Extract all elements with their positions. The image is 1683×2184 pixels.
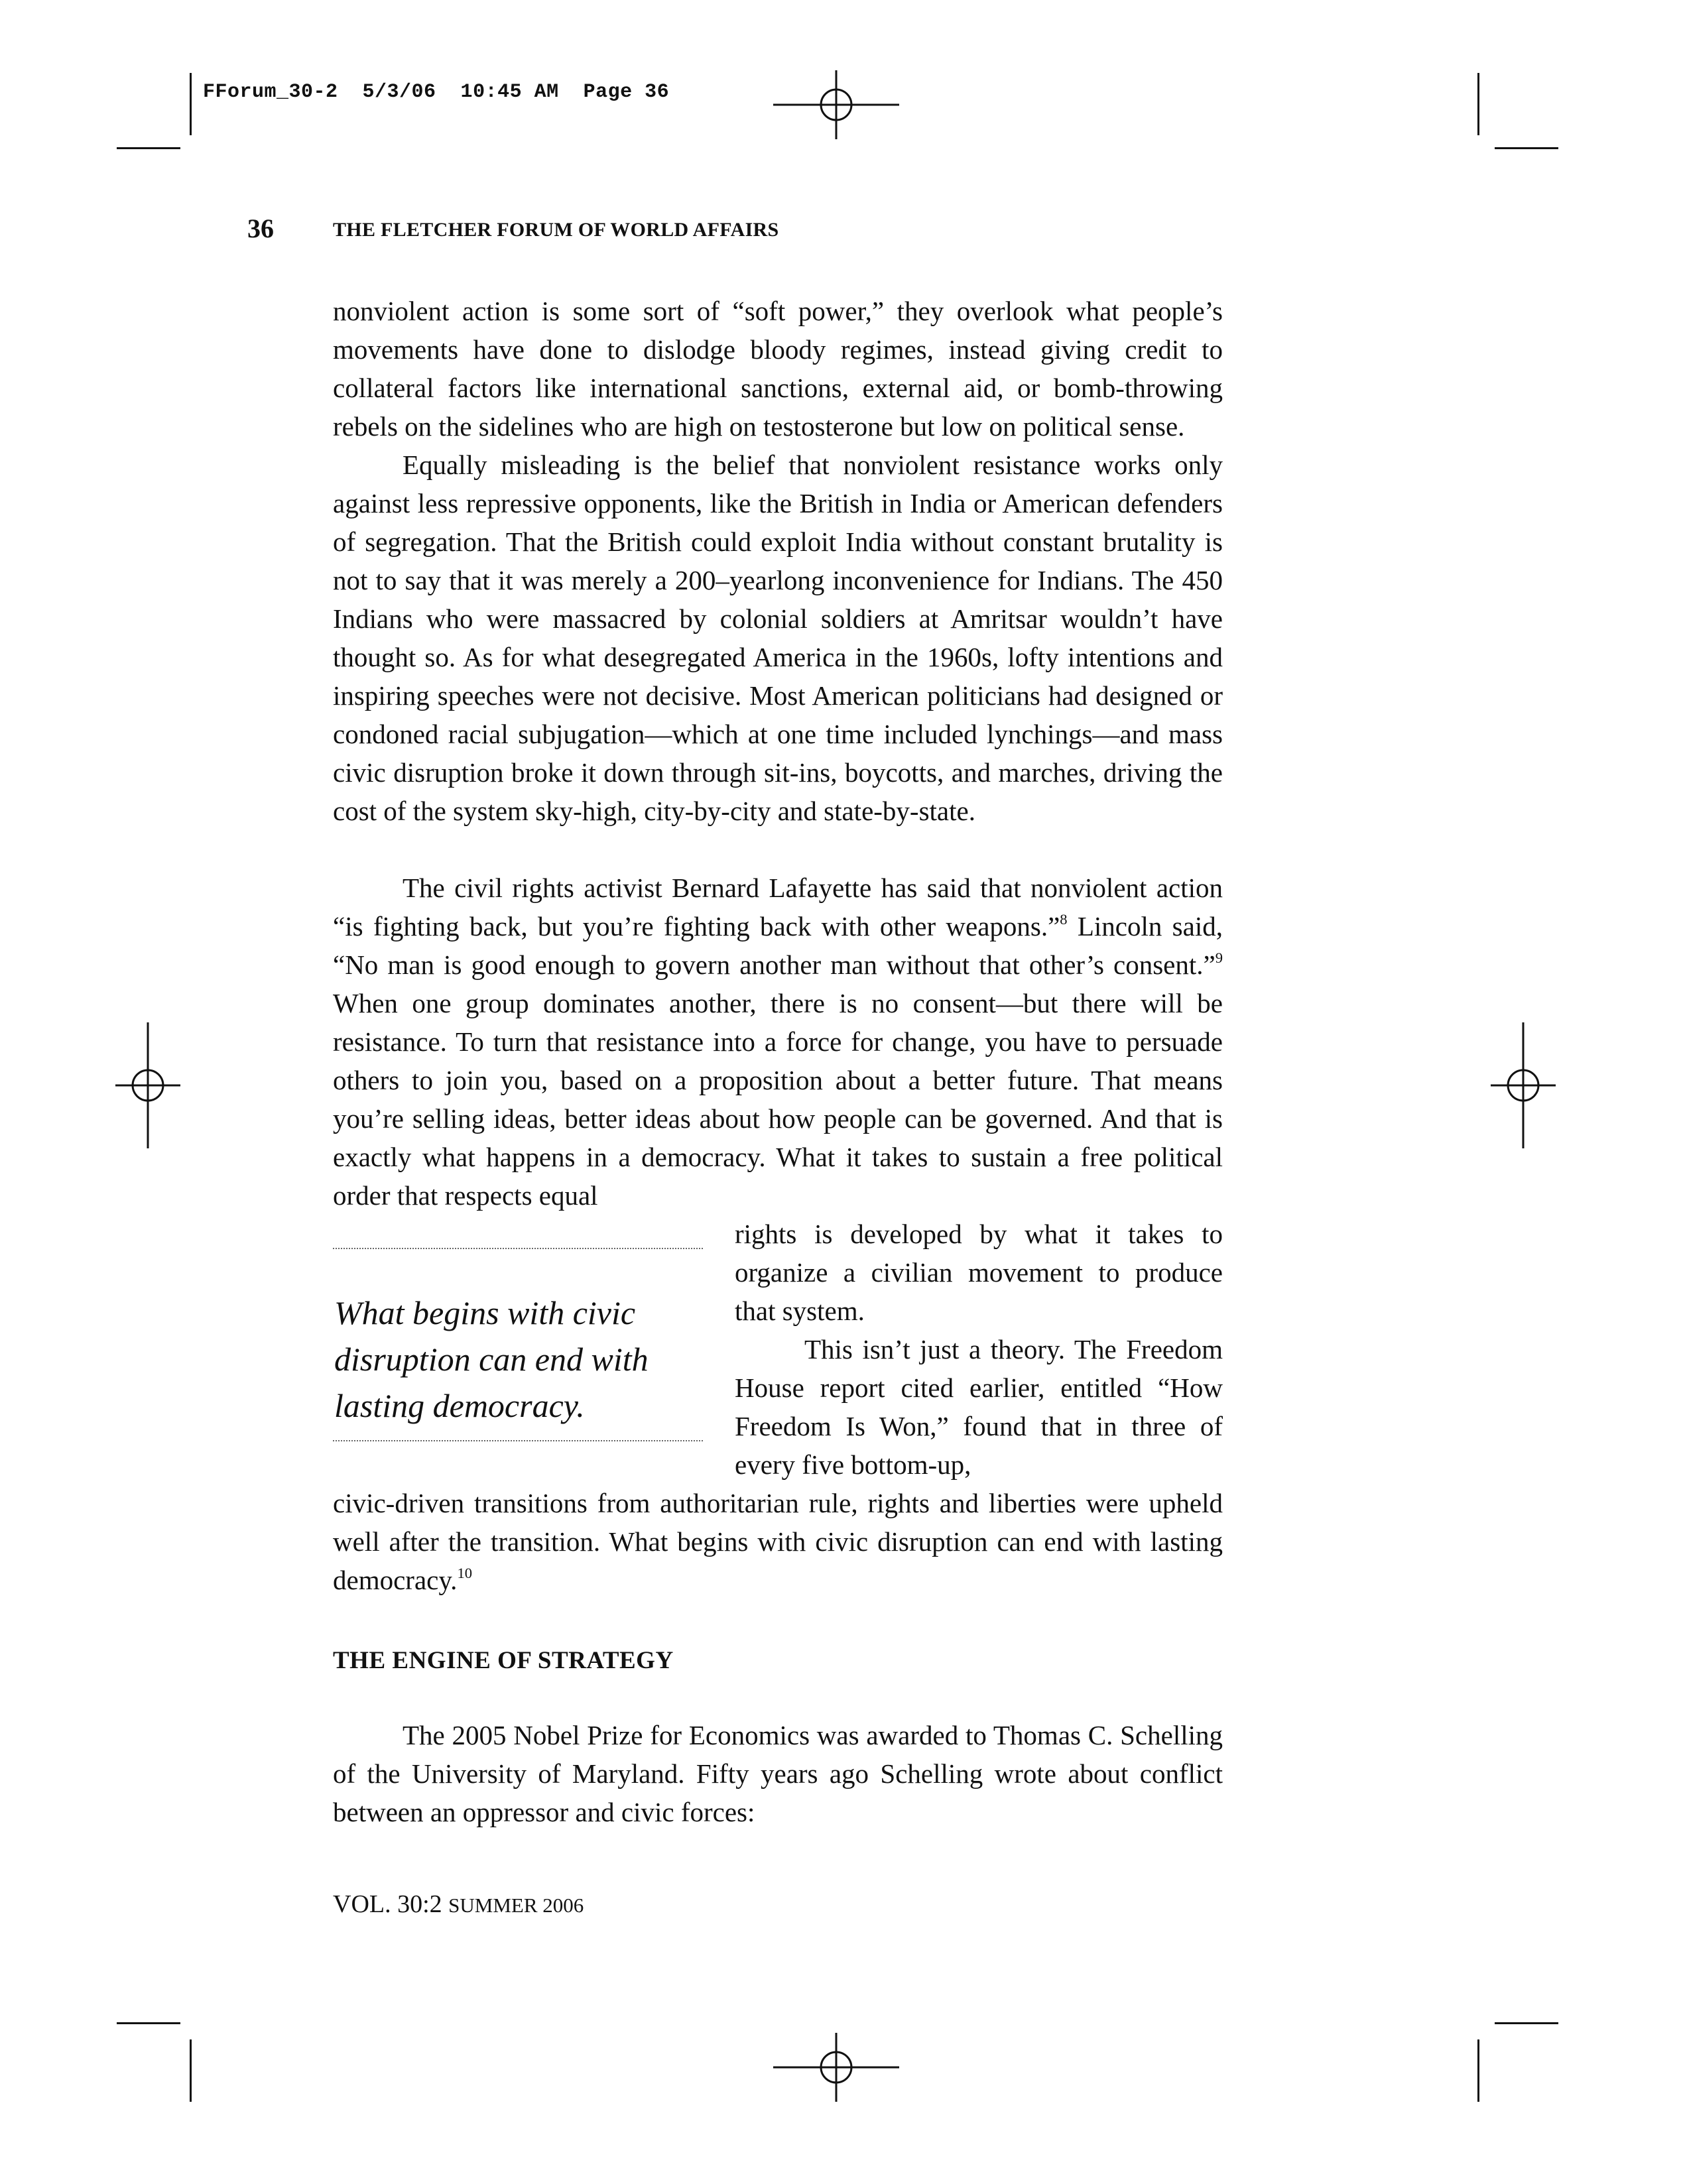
registration-mark-left-icon	[113, 1022, 183, 1148]
paragraph-3-part-1: The civil rights activist Bernard Lafayette has said that nonviolent action “is fighting back, but you’re fighting back with other weapons.”	[333, 873, 1223, 941]
paragraph-4-text: civic-driven transitions from authoritarian rule, rights and liberties were upheld well after the transition. What begins with civic disruption can end with lasting democracy.	[333, 1488, 1223, 1595]
footer-volume: VOL. 30:2	[333, 1890, 442, 1918]
crop-mark-bottom-left-vertical	[190, 2039, 192, 2102]
footnote-ref-10: 10	[457, 1565, 472, 1582]
crop-mark-top-left-horizontal	[117, 147, 180, 149]
paragraph-4-narrow: This isn’t just a theory. The Freedom House report cited earlier, entitled “How Freedom Is Won,” found that in three of every five bottom-up,	[735, 1334, 1223, 1480]
crop-mark-top-right-vertical	[1477, 73, 1479, 135]
registration-mark-bottom-icon	[773, 2029, 899, 2106]
paragraph-2: Equally misleading is the belief that nonviolent resistance works only against less repressive opponents, like the British in India or American defenders of segregation. That the British could exploit India without constant brutality is not to say that it was merely a 200–yearlong inconvenience for Indians. The 450 Indians who were massacred by colonial soldiers at Amritsar wouldn’t have thought so. As for what desegregated America in the 1960s, lofty intentions and inspiring speeches were not decisive. Most American politicians had designed or condoned racial subjugation—which at one time included lynchings—and mass civic disruption broke it down through sit-ins, boycotts, and marches, driving the cost of the system sky-high, city-by-city and state-by-state.	[333, 450, 1223, 826]
pull-quote-bottom-rule	[333, 1440, 703, 1441]
running-head: THE FLETCHER FORUM OF WORLD AFFAIRS	[333, 219, 779, 241]
page-number: 36	[247, 213, 274, 243]
section-heading: THE ENGINE OF STRATEGY	[333, 1647, 674, 1674]
footer-season: SUMMER 2006	[448, 1894, 584, 1917]
pull-quote-top-rule	[333, 1248, 703, 1249]
paragraph-3-part-2: Lincoln said, “No man is good enough to govern another man without that other’s consent.”	[333, 911, 1223, 980]
footnote-ref-8: 8	[1060, 911, 1068, 928]
footnote-ref-9: 9	[1215, 949, 1223, 967]
crop-mark-bottom-left-horizontal	[117, 2022, 180, 2024]
printer-slug: FForum_30-2 5/3/06 10:45 AM Page 36	[203, 81, 670, 103]
paragraph-4-wide	[333, 1484, 1223, 1599]
paragraph-5: The 2005 Nobel Prize for Economics was awarded to Thomas C. Schelling of the University of Maryland. Fifty years ago Schelling wrote about conflict between an oppressor and civic forces:	[333, 1720, 1223, 1827]
registration-mark-right-icon	[1488, 1022, 1558, 1148]
issue-footer	[333, 1890, 584, 1919]
paragraph-3	[333, 869, 1223, 1215]
pull-quote: What begins with civic disruption can end with lasting democracy.	[334, 1294, 649, 1424]
crop-mark-top-right-horizontal	[1495, 147, 1558, 149]
crop-mark-bottom-right-horizontal	[1495, 2022, 1558, 2024]
paragraph-3-continuation: rights is developed by what it takes to organize a civilian movement to produce that system.	[735, 1219, 1223, 1326]
crop-mark-top-left-vertical	[190, 73, 192, 135]
crop-mark-bottom-right-vertical	[1477, 2039, 1479, 2102]
paragraph-3-part-3: When one group dominates another, there is no consent—but there will be resistance. To turn that resistance into a force for change, you have to persuade others to join you, based on a proposition about a better future. That means you’re selling ideas, better ideas about how people can be governed. And that is exactly what happens in a democracy. What it takes to sustain a free political order that respects equal	[333, 988, 1223, 1211]
paragraph-1: nonviolent action is some sort of “soft power,” they overlook what people’s movements have done to dislodge bloody regimes, instead giving credit to collateral factors like international sanctions, external aid, or bomb-throwing rebels on the sidelines who are high on testosterone but low on political sense.	[333, 296, 1223, 442]
registration-mark-top-icon	[773, 66, 899, 143]
